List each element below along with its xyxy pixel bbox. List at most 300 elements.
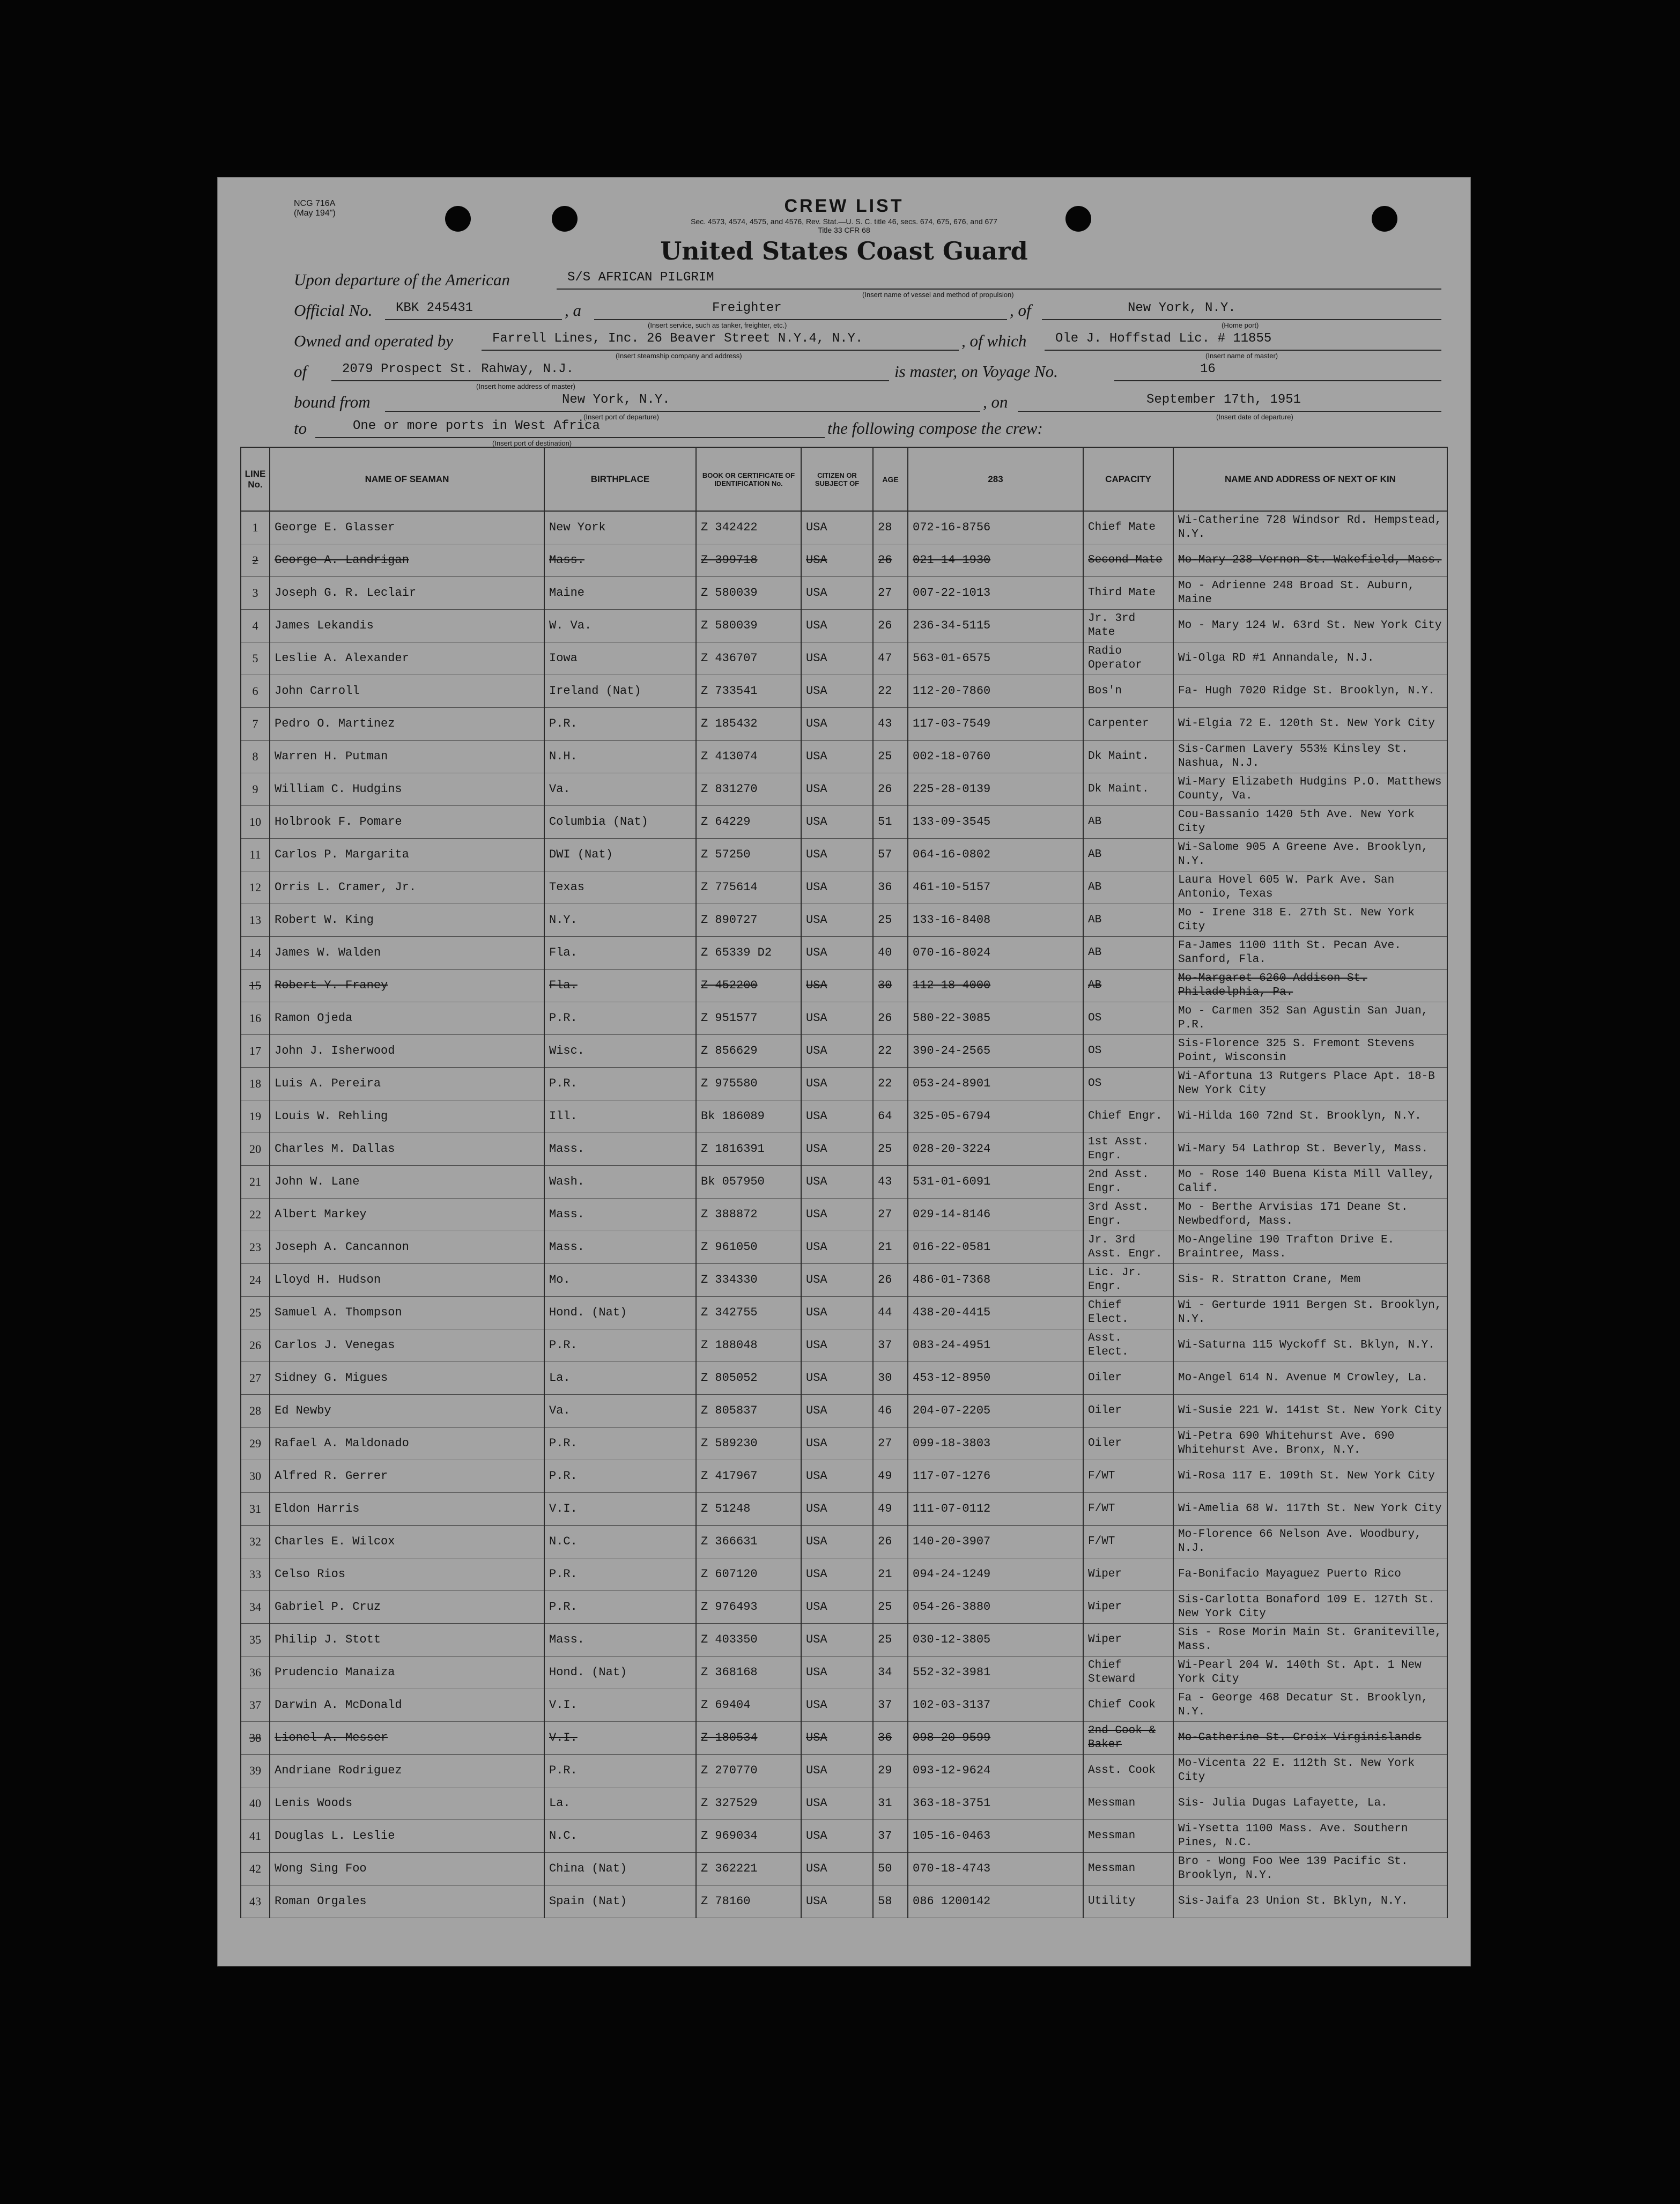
capacity: AB [1083, 937, 1173, 970]
id-number: 552-32-3981 [908, 1656, 1083, 1689]
line-number: 16 [241, 1002, 270, 1035]
citizenship: USA [801, 1591, 873, 1624]
capacity: AB [1083, 970, 1173, 1002]
book-number: Z 188048 [696, 1329, 801, 1362]
book-number: Z 1816391 [696, 1133, 801, 1166]
crew-row [241, 1755, 1447, 1787]
capacity: Utility [1083, 1885, 1173, 1918]
id-number: 083-24-4951 [908, 1329, 1083, 1362]
seaman-name: Robert Y. Franey [270, 970, 544, 1002]
id-number: 028-20-3224 [908, 1133, 1083, 1166]
next-of-kin: Mo-Angel 614 N. Avenue M Crowley, La. [1173, 1362, 1447, 1395]
age: 47 [873, 642, 908, 675]
line-number: 15 [241, 970, 270, 1002]
crew-row [241, 1100, 1447, 1133]
line-number: 39 [241, 1755, 270, 1787]
birthplace: Wash. [544, 1166, 696, 1199]
next-of-kin: Wi-Susie 221 W. 141st St. New York City [1173, 1395, 1447, 1428]
crew-row [241, 773, 1447, 806]
next-of-kin: Wi-Saturna 115 Wyckoff St. Bklyn, N.Y. [1173, 1329, 1447, 1362]
book-number: Z 64229 [696, 806, 801, 839]
id-number: 453-12-8950 [908, 1362, 1083, 1395]
seaman-name: George A. Landrigan [270, 544, 544, 577]
birthplace: Mass. [544, 1133, 696, 1166]
birthplace: P.R. [544, 1558, 696, 1591]
book-number: Bk 186089 [696, 1100, 801, 1133]
citizenship: USA [801, 1166, 873, 1199]
line-number: 3 [241, 577, 270, 610]
line-number: 42 [241, 1853, 270, 1885]
seaman-name: Holbrook F. Pomare [270, 806, 544, 839]
age: 25 [873, 1624, 908, 1656]
book-number: Z 775614 [696, 871, 801, 904]
departure-date-caption: (Insert date of departure) [1216, 413, 1293, 421]
owner-caption: (Insert steamship company and address) [616, 352, 742, 360]
birthplace: DWI (Nat) [544, 839, 696, 871]
seaman-name: Charles M. Dallas [270, 1133, 544, 1166]
line-number: 5 [241, 642, 270, 675]
book-number: Z 399718 [696, 544, 801, 577]
departure-date-field: September 17th, 1951 [1018, 393, 1441, 412]
line-number: 27 [241, 1362, 270, 1395]
seaman-name: Gabriel P. Cruz [270, 1591, 544, 1624]
birthplace: P.R. [544, 1329, 696, 1362]
birthplace: China (Nat) [544, 1853, 696, 1885]
crew-row [241, 610, 1447, 642]
id-number: 094-24-1249 [908, 1558, 1083, 1591]
id-number: 461-10-5157 [908, 871, 1083, 904]
line-number: 6 [241, 675, 270, 708]
header-line-owner [294, 331, 1411, 360]
birthplace: La. [544, 1787, 696, 1820]
age: 64 [873, 1100, 908, 1133]
crew-row [241, 1624, 1447, 1656]
citizenship: USA [801, 839, 873, 871]
handwritten-number: 283 [908, 447, 1083, 511]
seaman-name: Rafael A. Maldonado [270, 1428, 544, 1460]
age: 29 [873, 1755, 908, 1787]
citizenship: USA [801, 1689, 873, 1722]
crew-row [241, 1428, 1447, 1460]
book-number: Z 975580 [696, 1068, 801, 1100]
citizenship: USA [801, 1558, 873, 1591]
citizenship: USA [801, 741, 873, 773]
crew-row [241, 1558, 1447, 1591]
form-title: CREW LIST [784, 196, 904, 216]
book-number: Z 436707 [696, 642, 801, 675]
citizenship: USA [801, 1493, 873, 1526]
birthplace: Wisc. [544, 1035, 696, 1068]
next-of-kin: Laura Hovel 605 W. Park Ave. San Antonio, Texas [1173, 871, 1447, 904]
form-date-text: (May 194") [294, 209, 336, 218]
header-line-bound [294, 393, 1411, 421]
birthplace: N.C. [544, 1526, 696, 1558]
crew-row [241, 642, 1447, 675]
id-number: 054-26-3880 [908, 1591, 1083, 1624]
next-of-kin: Wi-Olga RD #1 Annandale, N.J. [1173, 642, 1447, 675]
age: 49 [873, 1460, 908, 1493]
master-field: Ole J. Hoffstad Lic. # 11855 [1045, 331, 1441, 351]
book-number: Z 327529 [696, 1787, 801, 1820]
seaman-name: Joseph G. R. Leclair [270, 577, 544, 610]
col-age: AGE [873, 447, 908, 511]
line-number: 34 [241, 1591, 270, 1624]
seaman-name: Darwin A. McDonald [270, 1689, 544, 1722]
header-line-departure [294, 270, 1411, 299]
id-number: 021-14-1930 [908, 544, 1083, 577]
capacity: OS [1083, 1068, 1173, 1100]
home-port-field: New York, N.Y. [1042, 301, 1441, 320]
seaman-name: Ramon Ojeda [270, 1002, 544, 1035]
age: 27 [873, 1199, 908, 1231]
seaman-name: Celso Rios [270, 1558, 544, 1591]
next-of-kin: Mo - Carmen 352 San Agustin San Juan, P.R. [1173, 1002, 1447, 1035]
capacity: Bos'n [1083, 675, 1173, 708]
id-number: 117-03-7549 [908, 708, 1083, 741]
age: 25 [873, 1133, 908, 1166]
next-of-kin: Wi-Rosa 117 E. 109th St. New York City [1173, 1460, 1447, 1493]
age: 26 [873, 1526, 908, 1558]
book-number: Z 57250 [696, 839, 801, 871]
next-of-kin: Fa-Bonifacio Mayaguez Puerto Rico [1173, 1558, 1447, 1591]
seaman-name: Prudencio Manaiza [270, 1656, 544, 1689]
col-capacity: CAPACITY [1083, 447, 1173, 511]
age: 40 [873, 937, 908, 970]
citizenship: USA [801, 1068, 873, 1100]
crew-row [241, 1656, 1447, 1689]
age: 57 [873, 839, 908, 871]
book-number: Z 856629 [696, 1035, 801, 1068]
birthplace: N.H. [544, 741, 696, 773]
id-number: 002-18-0760 [908, 741, 1083, 773]
line-number: 10 [241, 806, 270, 839]
age: 25 [873, 741, 908, 773]
seaman-name: Andriane Rodriguez [270, 1755, 544, 1787]
next-of-kin: Wi-Mary Elizabeth Hudgins P.O. Matthews County, Va. [1173, 773, 1447, 806]
citizenship: USA [801, 1231, 873, 1264]
next-of-kin: Mo-Margaret 6260 Addison St. Philadelphia, Pa. [1173, 970, 1447, 1002]
capacity: Oiler [1083, 1428, 1173, 1460]
age: 26 [873, 544, 908, 577]
next-of-kin: Mo-Florence 66 Nelson Ave. Woodbury, N.J. [1173, 1526, 1447, 1558]
capacity: AB [1083, 806, 1173, 839]
line-number: 20 [241, 1133, 270, 1166]
age: 21 [873, 1558, 908, 1591]
crew-row [241, 1722, 1447, 1755]
id-number: 016-22-0581 [908, 1231, 1083, 1264]
seaman-name: Charles E. Wilcox [270, 1526, 544, 1558]
birthplace: P.R. [544, 1068, 696, 1100]
statute-citation [218, 217, 1470, 234]
crew-row [241, 544, 1447, 577]
line-number: 22 [241, 1199, 270, 1231]
crew-row [241, 741, 1447, 773]
citizenship: USA [801, 610, 873, 642]
birthplace: Va. [544, 1395, 696, 1428]
crew-row [241, 1787, 1447, 1820]
line-number: 33 [241, 1558, 270, 1591]
age: 43 [873, 1166, 908, 1199]
crew-row [241, 904, 1447, 937]
book-number: Z 78160 [696, 1885, 801, 1918]
birthplace: New York [544, 511, 696, 544]
line-number: 4 [241, 610, 270, 642]
citizenship: USA [801, 708, 873, 741]
capacity: Radio Operator [1083, 642, 1173, 675]
citizenship: USA [801, 1395, 873, 1428]
header-line-master [294, 362, 1411, 390]
id-number: 133-16-8408 [908, 904, 1083, 937]
service-caption: (Insert service, such as tanker, freighter, etc.) [648, 321, 787, 329]
departure-label: Upon departure of the American [294, 270, 510, 289]
of-label: , of [1010, 301, 1031, 320]
book-number: Z 733541 [696, 675, 801, 708]
citizenship: USA [801, 1624, 873, 1656]
line-number: 2 [241, 544, 270, 577]
capacity: Dk Maint. [1083, 773, 1173, 806]
age: 26 [873, 610, 908, 642]
crew-row [241, 1199, 1447, 1231]
next-of-kin: Wi-Amelia 68 W. 117th St. New York City [1173, 1493, 1447, 1526]
seaman-name: James W. Walden [270, 937, 544, 970]
agency-title: United States Coast Guard [660, 236, 1028, 265]
citizenship: USA [801, 1853, 873, 1885]
capacity: Lic. Jr. Engr. [1083, 1264, 1173, 1297]
capacity: Asst. Elect. [1083, 1329, 1173, 1362]
age: 51 [873, 806, 908, 839]
birthplace: Va. [544, 773, 696, 806]
book-number: Z 362221 [696, 1853, 801, 1885]
age: 30 [873, 970, 908, 1002]
capacity: 1st Asst. Engr. [1083, 1133, 1173, 1166]
id-number: 098-20-9599 [908, 1722, 1083, 1755]
age: 58 [873, 1885, 908, 1918]
crew-row [241, 1689, 1447, 1722]
next-of-kin: Wi-Pearl 204 W. 140th St. Apt. 1 New York City [1173, 1656, 1447, 1689]
seaman-name: Samuel A. Thompson [270, 1297, 544, 1329]
book-number: Z 417967 [696, 1460, 801, 1493]
id-number: 325-05-6794 [908, 1100, 1083, 1133]
age: 27 [873, 577, 908, 610]
crew-row [241, 1460, 1447, 1493]
line-number: 13 [241, 904, 270, 937]
age: 22 [873, 675, 908, 708]
seaman-name: John J. Isherwood [270, 1035, 544, 1068]
book-number: Z 589230 [696, 1428, 801, 1460]
line-number: 18 [241, 1068, 270, 1100]
citizenship: USA [801, 1199, 873, 1231]
col-line: LINE No. [241, 447, 270, 511]
citizenship: USA [801, 1264, 873, 1297]
crew-row [241, 511, 1447, 544]
capacity: F/WT [1083, 1493, 1173, 1526]
next-of-kin: Fa- Hugh 7020 Ridge St. Brooklyn, N.Y. [1173, 675, 1447, 708]
next-of-kin: Mo - Irene 318 E. 27th St. New York City [1173, 904, 1447, 937]
seaman-name: James Lekandis [270, 610, 544, 642]
birthplace: La. [544, 1362, 696, 1395]
citizenship: USA [801, 1722, 873, 1755]
capacity: AB [1083, 871, 1173, 904]
official-no-field: KBK 245431 [385, 301, 562, 320]
id-number: 105-16-0463 [908, 1820, 1083, 1853]
birthplace: P.R. [544, 1460, 696, 1493]
line-number: 41 [241, 1820, 270, 1853]
capacity: Second Mate [1083, 544, 1173, 577]
id-number: 072-16-8756 [908, 511, 1083, 544]
seaman-name: Warren H. Putman [270, 741, 544, 773]
capacity: Chief Mate [1083, 511, 1173, 544]
master-caption: (Insert name of master) [1205, 352, 1278, 360]
crew-row [241, 1068, 1447, 1100]
of-which-label: , of which [961, 331, 1027, 350]
next-of-kin: Mo - Berthe Arvisias 171 Deane St. Newbedford, Mass. [1173, 1199, 1447, 1231]
seaman-name: Robert W. King [270, 904, 544, 937]
citizenship: USA [801, 1526, 873, 1558]
seaman-name: Carlos P. Margarita [270, 839, 544, 871]
seaman-name: Douglas L. Leslie [270, 1820, 544, 1853]
birthplace: Hond. (Nat) [544, 1656, 696, 1689]
id-number: 007-22-1013 [908, 577, 1083, 610]
id-number: 133-09-3545 [908, 806, 1083, 839]
crew-row [241, 1035, 1447, 1068]
seaman-name: Lionel A. Messer [270, 1722, 544, 1755]
age: 22 [873, 1035, 908, 1068]
age: 28 [873, 511, 908, 544]
next-of-kin: Sis-Jaifa 23 Union St. Bklyn, N.Y. [1173, 1885, 1447, 1918]
next-of-kin: Mo-Vicenta 22 E. 112th St. New York City [1173, 1755, 1447, 1787]
next-of-kin: Bro - Wong Foo Wee 139 Pacific St. Brooklyn, N.Y. [1173, 1853, 1447, 1885]
crew-row [241, 1231, 1447, 1264]
seaman-name: Roman Orgales [270, 1885, 544, 1918]
book-number: Z 185432 [696, 708, 801, 741]
next-of-kin: Mo - Rose 140 Buena Kista Mill Valley, Calif. [1173, 1166, 1447, 1199]
age: 37 [873, 1329, 908, 1362]
capacity: 2nd Cook & Baker [1083, 1722, 1173, 1755]
crew-row [241, 1820, 1447, 1853]
crew-row [241, 1526, 1447, 1558]
seaman-name: George E. Glasser [270, 511, 544, 544]
age: 46 [873, 1395, 908, 1428]
capacity: Chief Elect. [1083, 1297, 1173, 1329]
id-number: 099-18-3803 [908, 1428, 1083, 1460]
line-number: 21 [241, 1166, 270, 1199]
citizenship: USA [801, 1787, 873, 1820]
next-of-kin: Wi - Gerturde 1911 Bergen St. Brooklyn, N.Y. [1173, 1297, 1447, 1329]
compose-label: the following compose the crew: [827, 419, 1043, 438]
on-label: , on [983, 393, 1008, 411]
crew-row [241, 1591, 1447, 1624]
citizenship: USA [801, 511, 873, 544]
voyage-no-field: 16 [1114, 362, 1441, 381]
citizenship: USA [801, 806, 873, 839]
citation-line-2: Title 33 CFR 68 [818, 226, 870, 234]
crew-row [241, 1297, 1447, 1329]
id-number: 070-18-4743 [908, 1853, 1083, 1885]
owner-field: Farrell Lines, Inc. 26 Beaver Street N.Y.4, N.Y. [482, 331, 959, 351]
book-number: Z 342755 [696, 1297, 801, 1329]
crew-row [241, 1133, 1447, 1166]
age: 49 [873, 1493, 908, 1526]
birthplace: Columbia (Nat) [544, 806, 696, 839]
citizenship: USA [801, 642, 873, 675]
citizenship: USA [801, 1100, 873, 1133]
line-number: 29 [241, 1428, 270, 1460]
book-number: Z 403350 [696, 1624, 801, 1656]
id-number: 064-16-0802 [908, 839, 1083, 871]
line-number: 35 [241, 1624, 270, 1656]
to-label: to [294, 419, 307, 438]
book-number: Z 452200 [696, 970, 801, 1002]
birthplace: Mo. [544, 1264, 696, 1297]
line-number: 12 [241, 871, 270, 904]
form-number-text: NCG 716A [294, 199, 336, 208]
age: 30 [873, 1362, 908, 1395]
crew-row [241, 1002, 1447, 1035]
capacity: 2nd Asst. Engr. [1083, 1166, 1173, 1199]
next-of-kin: Sis-Florence 325 S. Fremont Stevens Point, Wisconsin [1173, 1035, 1447, 1068]
next-of-kin: Mo - Mary 124 W. 63rd St. New York City [1173, 610, 1447, 642]
crew-row [241, 1166, 1447, 1199]
line-number: 30 [241, 1460, 270, 1493]
crew-row [241, 1885, 1447, 1918]
next-of-kin: Fa - George 468 Decatur St. Brooklyn, N.Y. [1173, 1689, 1447, 1722]
line-number: 25 [241, 1297, 270, 1329]
line-number: 1 [241, 511, 270, 544]
id-number: 438-20-4415 [908, 1297, 1083, 1329]
destination-caption: (Insert port of destination) [492, 439, 572, 447]
book-number: Z 961050 [696, 1231, 801, 1264]
citizenship: USA [801, 1133, 873, 1166]
line-number: 31 [241, 1493, 270, 1526]
next-of-kin: Fa-James 1100 11th St. Pecan Ave. Sanford, Fla. [1173, 937, 1447, 970]
citizenship: USA [801, 675, 873, 708]
next-of-kin: Wi-Elgia 72 E. 120th St. New York City [1173, 708, 1447, 741]
book-number: Z 805837 [696, 1395, 801, 1428]
birthplace: P.R. [544, 1755, 696, 1787]
line-number: 9 [241, 773, 270, 806]
capacity: Dk Maint. [1083, 741, 1173, 773]
book-number: Z 969034 [696, 1820, 801, 1853]
next-of-kin: Wi-Petra 690 Whitehurst Ave. 690 Whitehurst Ave. Bronx, N.Y. [1173, 1428, 1447, 1460]
birthplace: V.I. [544, 1493, 696, 1526]
seaman-name: Orris L. Cramer, Jr. [270, 871, 544, 904]
citizenship: USA [801, 1035, 873, 1068]
header-line-official [294, 301, 1411, 329]
line-number: 43 [241, 1885, 270, 1918]
birthplace: V.I. [544, 1722, 696, 1755]
vessel-field: S/S AFRICAN PILGRIM [557, 270, 1441, 290]
birthplace: Mass. [544, 544, 696, 577]
line-number: 11 [241, 839, 270, 871]
age: 25 [873, 1591, 908, 1624]
id-number: 112-20-7860 [908, 675, 1083, 708]
id-number: 111-07-0112 [908, 1493, 1083, 1526]
line-number: 24 [241, 1264, 270, 1297]
crew-row [241, 871, 1447, 904]
id-number: 029-14-8146 [908, 1199, 1083, 1231]
age: 21 [873, 1231, 908, 1264]
id-number: 053-24-8901 [908, 1068, 1083, 1100]
col-name: NAME OF SEAMAN [270, 447, 544, 511]
birthplace: V.I. [544, 1689, 696, 1722]
birthplace: Fla. [544, 937, 696, 970]
citizenship: USA [801, 773, 873, 806]
capacity: Chief Steward [1083, 1656, 1173, 1689]
book-number: Z 976493 [696, 1591, 801, 1624]
birthplace: W. Va. [544, 610, 696, 642]
capacity: Third Mate [1083, 577, 1173, 610]
next-of-kin: Mo - Adrienne 248 Broad St. Auburn, Maine [1173, 577, 1447, 610]
